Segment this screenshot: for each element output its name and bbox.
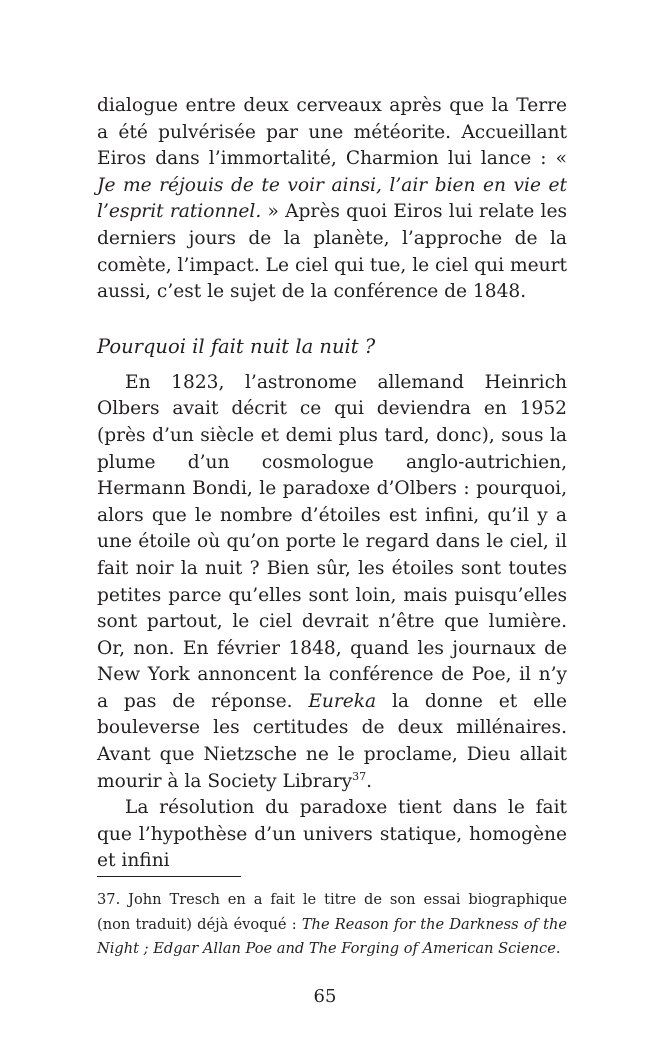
footnote-text-b: . [555,940,561,957]
footnote [97,888,567,962]
paragraph-2 [97,370,567,796]
p1-text-b: » Après quoi Eiros lui relate les derniers jours de la planète, l’approche de la comète, l’impact. Le ciel qui tue, le ciel qui meurt aussi, c’est le sujet de la conférence de 1848. [97,201,567,303]
page-body [97,93,567,875]
p2-eureka: Eureka [308,690,377,712]
paragraph-3: La résolution du paradoxe tient dans le fait que l’hypothèse d’un univers statique, homogène et infini [97,797,567,872]
p2-text-a: En 1823, l’astronome allemand Heinrich Olbers avait décrit ce qui deviendra en 1952 (près d’un siècle et demi plus tard, donc), sous la plume d’un cosmologue anglo-autrichien, Hermann Bondi, le paradoxe d’Olbers : pourquoi, alors que le nombre d’étoiles est infini, qu’il y a une étoile où qu’on porte le regard dans le ciel, il fait noir la nuit ? Bien sûr, les étoiles sont toutes petites parce qu’elles sont loin, mais puisqu’elles sont partout, le ciel devrait n’être que lumière. Or, non. En février 1848, quand les journaux de New York annoncent la conférence de Poe, il n’y a pas de réponse. [97,371,567,712]
paragraph-1 [97,93,567,306]
section-heading: Pourquoi il fait nuit la nuit ? [97,334,376,358]
p2-text-c: . [366,770,373,792]
p1-text-a: dialogue entre deux cerveaux après que la Terre a été pulvérisée par une météorite. Accueillant Eiros dans l’immortalité, Charmion lui lance : « [97,95,567,170]
footnote-title: The Reason for the Darkness of the Night ; Edgar Allan Poe and The Forging of American Science [97,915,567,957]
page-number: 65 [313,986,337,1007]
footnote-rule [97,876,241,877]
p2-text-b: la donne et elle bouleverse les certitudes de deux millénaires. Avant que Nietzsche ne le proclame, Dieu allait mourir à la Society Library [97,690,567,792]
footnote-ref[interactable]: 37 [352,769,367,783]
p1-quote: Je me réjouis de te voir ainsi, l’air bien en vie et l’esprit rationnel. [97,174,567,223]
footnote-text-a: 37. John Tresch en a fait le titre de son essai biographique (non traduit) déjà évoqué : [97,891,567,933]
